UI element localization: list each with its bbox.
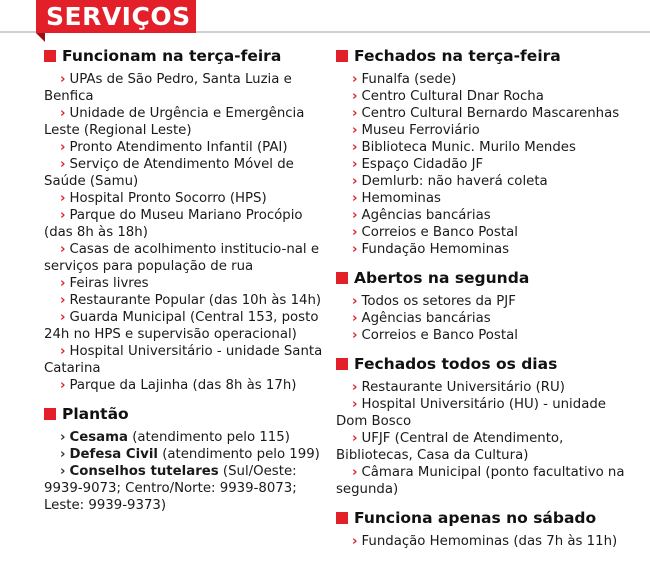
section-heading: [336, 266, 636, 290]
list-item: [44, 156, 324, 190]
section-title: Funcionam na terça-feira: [62, 47, 282, 65]
chevron-right-icon: ›: [60, 208, 66, 223]
section-funcionam: [44, 44, 324, 394]
chevron-right-icon: ›: [60, 447, 66, 462]
title-bar: [0, 0, 650, 40]
chevron-right-icon: ›: [352, 225, 358, 240]
list-item-text: Restaurante Universitário (RU): [361, 380, 565, 395]
list-item-detail: (atendimento pelo 199): [157, 447, 320, 462]
list-item-text: Correios e Banco Postal: [361, 328, 518, 343]
bullet-square-icon: [44, 408, 56, 420]
list-item-text: Hemominas: [361, 191, 441, 206]
list-item: [44, 190, 324, 207]
list-item: [336, 88, 636, 105]
chevron-right-icon: ›: [60, 344, 66, 359]
list-item: [336, 464, 636, 498]
list-item-text: Biblioteca Munic. Murilo Mendes: [361, 140, 576, 155]
section-title: Fechados na terça-feira: [354, 47, 561, 65]
chevron-right-icon: ›: [60, 310, 66, 325]
list-item-text: Pronto Atendimento Infantil (PAI): [69, 140, 288, 155]
list-item-text: UPAs de São Pedro, Santa Luzia e Benfica: [44, 72, 292, 104]
list-item: [44, 71, 324, 105]
list-item: [336, 396, 636, 430]
list-item: [44, 275, 324, 292]
bullet-square-icon: [336, 50, 348, 62]
section-heading: [336, 44, 636, 68]
list-item-text: Casas de acolhimento institucio-nal e serviços para população de rua: [44, 242, 320, 274]
list-item: [336, 71, 636, 88]
list-item-text: Agências bancárias: [361, 311, 491, 326]
section-sabado: [336, 506, 636, 550]
list-item: [44, 105, 324, 139]
list-item: [336, 105, 636, 122]
chevron-right-icon: ›: [352, 380, 358, 395]
chevron-right-icon: ›: [60, 140, 66, 155]
list-item-text: Serviço de Atendimento Móvel de Saúde (Samu): [44, 157, 294, 189]
list-item: [336, 293, 636, 310]
list-item-text: Correios e Banco Postal: [361, 225, 518, 240]
list-item-text: Hospital Universitário - unidade Santa Catarina: [44, 344, 323, 376]
item-list: [44, 429, 324, 514]
list-item: [336, 310, 636, 327]
list-item-text: Museu Ferroviário: [361, 123, 480, 138]
list-item-name: Conselhos tutelares: [69, 464, 219, 479]
list-item: [44, 207, 324, 241]
item-list: [336, 71, 636, 258]
chevron-right-icon: ›: [60, 430, 66, 445]
chevron-right-icon: ›: [352, 123, 358, 138]
list-item: [336, 139, 636, 156]
chevron-right-icon: ›: [60, 293, 66, 308]
bullet-square-icon: [336, 512, 348, 524]
section-title: Funciona apenas no sábado: [354, 509, 597, 527]
list-item: [336, 173, 636, 190]
list-item-detail: (atendimento pelo 115): [127, 430, 290, 445]
page-title: SERVIÇOS: [36, 0, 196, 33]
chevron-right-icon: ›: [60, 242, 66, 257]
list-item-text: Demlurb: não haverá coleta: [361, 174, 548, 189]
list-item-text: Funalfa (sede): [361, 72, 457, 87]
list-item-text: Espaço Cidadão JF: [361, 157, 484, 172]
chevron-right-icon: ›: [60, 106, 66, 121]
chevron-right-icon: ›: [352, 328, 358, 343]
list-item: [44, 343, 324, 377]
item-list: [336, 293, 636, 344]
list-item-text: Parque do Museu Mariano Procópio (das 8h às 18h): [44, 208, 303, 240]
list-item-text: UFJF (Central de Atendimento, Bibliotecas, Casa da Cultura): [336, 431, 564, 463]
list-item-text: Unidade de Urgência e Emergência Leste (Regional Leste): [44, 106, 305, 138]
chevron-right-icon: ›: [352, 431, 358, 446]
list-item-text: Restaurante Popular (das 10h às 14h): [69, 293, 322, 308]
chevron-right-icon: ›: [352, 191, 358, 206]
list-item-name: Cesama: [69, 430, 128, 445]
section-fechados-terca: [336, 44, 636, 258]
chevron-right-icon: ›: [352, 174, 358, 189]
left-column: [44, 44, 324, 522]
bullet-square-icon: [44, 50, 56, 62]
list-item: [336, 156, 636, 173]
item-list: [336, 379, 636, 498]
list-item-text: Centro Cultural Dnar Rocha: [361, 89, 544, 104]
chevron-right-icon: ›: [352, 465, 358, 480]
chevron-right-icon: ›: [352, 534, 358, 549]
list-item-text: Todos os setores da PJF: [361, 294, 516, 309]
section-title: Fechados todos os dias: [354, 355, 558, 373]
chevron-right-icon: ›: [60, 464, 66, 479]
section-plantao: [44, 402, 324, 514]
list-item: [336, 224, 636, 241]
list-item: [336, 327, 636, 344]
section-title: Plantão: [62, 405, 129, 423]
list-item: [44, 309, 324, 343]
list-item: [336, 190, 636, 207]
list-item-text: Parque da Lajinha (das 8h às 17h): [69, 378, 297, 393]
bullet-square-icon: [336, 358, 348, 370]
chevron-right-icon: ›: [60, 157, 66, 172]
section-title: Abertos na segunda: [354, 269, 530, 287]
chevron-right-icon: ›: [60, 191, 66, 206]
list-item: [44, 292, 324, 309]
list-item: [336, 533, 636, 550]
list-item-text: Agências bancárias: [361, 208, 491, 223]
section-heading: [44, 44, 324, 68]
chevron-right-icon: ›: [352, 397, 358, 412]
right-column: [336, 44, 636, 558]
chevron-right-icon: ›: [352, 140, 358, 155]
title-fold: [36, 33, 45, 42]
list-item: [336, 241, 636, 258]
chevron-right-icon: ›: [352, 311, 358, 326]
list-item: [44, 429, 324, 446]
list-item-text: Câmara Municipal (ponto facultativo na segunda): [336, 465, 625, 497]
list-item-text: Hospital Pronto Socorro (HPS): [69, 191, 267, 206]
chevron-right-icon: ›: [60, 276, 66, 291]
list-item-detail: (Sul/Oeste: 9939-9073; Centro/Norte: 9939-8073; Leste: 9939-9373): [44, 464, 297, 513]
section-abertos-segunda: [336, 266, 636, 344]
chevron-right-icon: ›: [352, 242, 358, 257]
item-list: [336, 533, 636, 550]
item-list: [44, 71, 324, 394]
chevron-right-icon: ›: [352, 106, 358, 121]
list-item: [336, 379, 636, 396]
list-item: [44, 139, 324, 156]
section-fechados-todos: [336, 352, 636, 498]
list-item-text: Feiras livres: [69, 276, 149, 291]
section-heading: [336, 506, 636, 530]
list-item-name: Defesa Civil: [69, 447, 158, 462]
list-item-text: Centro Cultural Bernardo Mascarenhas: [361, 106, 620, 121]
chevron-right-icon: ›: [60, 72, 66, 87]
list-item: [336, 122, 636, 139]
chevron-right-icon: ›: [352, 157, 358, 172]
chevron-right-icon: ›: [352, 72, 358, 87]
section-heading: [44, 402, 324, 426]
section-heading: [336, 352, 636, 376]
list-item-text: Fundação Hemominas (das 7h às 11h): [361, 534, 618, 549]
list-item: [336, 430, 636, 464]
chevron-right-icon: ›: [60, 378, 66, 393]
bullet-square-icon: [336, 272, 348, 284]
chevron-right-icon: ›: [352, 208, 358, 223]
list-item-text: Guarda Municipal (Central 153, posto 24h no HPS e supervisão operacional): [44, 310, 319, 342]
list-item: [44, 377, 324, 394]
chevron-right-icon: ›: [352, 294, 358, 309]
list-item-text: Fundação Hemominas: [361, 242, 510, 257]
list-item: [44, 446, 324, 463]
list-item: [336, 207, 636, 224]
list-item-text: Hospital Universitário (HU) - unidade Dom Bosco: [336, 397, 606, 429]
list-item: [44, 463, 324, 514]
list-item: [44, 241, 324, 275]
chevron-right-icon: ›: [352, 89, 358, 104]
